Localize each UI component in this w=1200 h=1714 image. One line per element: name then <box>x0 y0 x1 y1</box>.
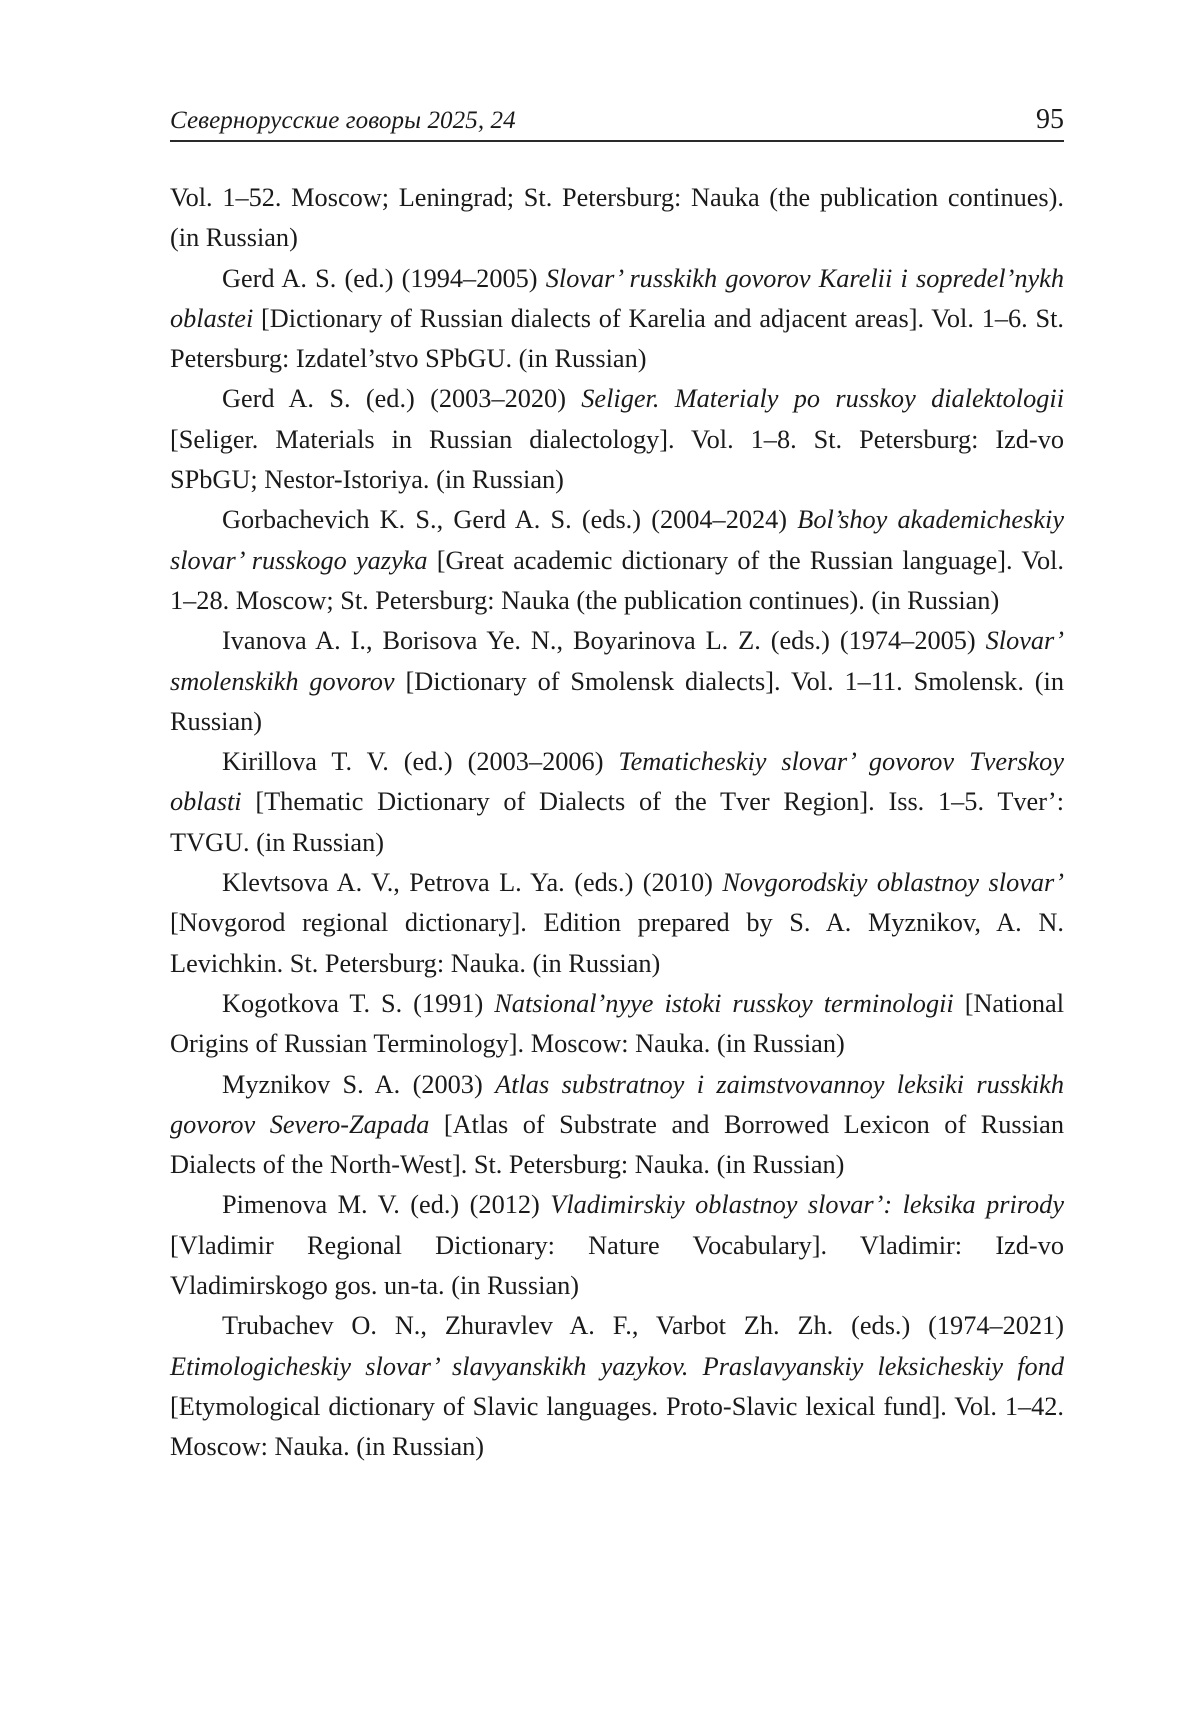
running-head <box>170 104 1064 142</box>
reference-title: Etimologicheskiy slovar’ slavyanskikh yazykov. Praslavyanskiy leksicheskiy fond <box>170 1351 1064 1381</box>
reference-item <box>170 863 1064 984</box>
reference-details: [National Origins of Russian Terminology]. Moscow: Nauka. (in Russian) <box>170 988 1064 1059</box>
reference-authors: Klevtsova A. V., Petrova L. Ya. (eds.) (2010) <box>222 868 723 898</box>
reference-title: Seliger. Materialy po russkoy dialektologii <box>581 384 1064 414</box>
reference-details: [Atlas of Substrate and Borrowed Lexicon of Russian Dialects of the North-West]. St. Petersburg: Nauka. (in Russian) <box>170 1109 1064 1180</box>
reference-item <box>170 1306 1064 1467</box>
reference-item <box>170 500 1064 621</box>
reference-title: Natsional’nyye istoki russkoy terminologii <box>494 988 954 1018</box>
reference-authors: Pimenova M. V. (ed.) (2012) <box>222 1190 551 1220</box>
reference-details: [Dictionary of Russian dialects of Karelia and adjacent areas]. Vol. 1–6. St. Petersburg: Izdatel’stvo SPbGU. (in Russian) <box>170 303 1064 374</box>
reference-details: [Thematic Dictionary of Dialects of the Tver Region]. Iss. 1–5. Tver’: TVGU. (in Russian) <box>170 787 1064 857</box>
reference-title: Vladimirskiy oblastnoy slovar’: leksika prirody <box>550 1190 1064 1220</box>
reference-details: [Vladimir Regional Dictionary: Nature Vocabulary]. Vladimir: Izd-vo Vladimirskogo gos. un-ta. (in Russian) <box>170 1230 1064 1301</box>
reference-text: Vol. 1–52. Moscow; Leningrad; St. Petersburg: Nauka (the publication continues). (in Russian) <box>170 183 1064 253</box>
reference-authors: Ivanova A. I., Borisova Ye. N., Boyarinova L. Z. (eds.) (1974–2005) <box>222 626 986 656</box>
reference-details: [Etymological dictionary of Slavic languages. Proto-Slavic lexical fund]. Vol. 1–42. Moscow: Nauka. (in Russian) <box>170 1391 1064 1462</box>
page-number: 95 <box>1036 104 1064 135</box>
reference-authors: Trubachev O. N., Zhuravlev A. F., Varbot Zh. Zh. (eds.) (1974–2021) <box>222 1311 1064 1341</box>
reference-authors: Gorbachevich K. S., Gerd A. S. (eds.) (2004–2024) <box>222 505 798 535</box>
reference-title: Bol’shoy akademicheskiy slovar’ russkogo yazyka <box>170 505 1064 575</box>
reference-title: Atlas substratnoy i zaimstvovannoy leksiki russkikh govorov Severo-Zapada <box>170 1069 1064 1139</box>
reference-title: Tematicheskiy slovar’ govorov Tverskoy oblasti <box>170 747 1064 817</box>
reference-authors: Gerd A. S. (ed.) (1994–2005) <box>222 263 546 293</box>
reference-item <box>170 1065 1064 1186</box>
reference-details: [Dictionary of Smolensk dialects]. Vol. 1–11. Smolensk. (in Russian) <box>170 666 1064 736</box>
reference-authors: Kirillova T. V. (ed.) (2003–2006) <box>222 747 619 777</box>
reference-authors: Gerd A. S. (ed.) (2003–2020) <box>222 384 582 414</box>
reference-title: Slovar’ smolenskikh govorov <box>170 626 1064 696</box>
reference-item <box>170 178 1064 259</box>
reference-authors: Kogotkova T. S. (1991) <box>222 988 495 1018</box>
reference-item <box>170 379 1064 500</box>
reference-list <box>170 178 1064 1468</box>
journal-title: Севернорусские говоры 2025, 24 <box>170 107 516 134</box>
reference-item <box>170 1185 1064 1306</box>
reference-details: [Great academic dictionary of the Russian language]. Vol. 1–28. Moscow; St. Petersburg: Nauka (the publication continues). (in Russian) <box>170 545 1064 615</box>
reference-authors: Myznikov S. A. (2003) <box>222 1069 496 1099</box>
reference-details: [Seliger. Materials in Russian dialectology]. Vol. 1–8. St. Petersburg: Izd-vo SPbGU; Nestor-Istoriya. (in Russian) <box>170 424 1064 495</box>
reference-title: Slovar’ russkikh govorov Karelii i sopredel’nykh oblastei <box>170 263 1064 333</box>
reference-item <box>170 984 1064 1065</box>
reference-item <box>170 742 1064 863</box>
reference-item <box>170 621 1064 742</box>
reference-item <box>170 259 1064 380</box>
page <box>170 104 1064 1468</box>
reference-details: [Novgorod regional dictionary]. Edition prepared by S. A. Myznikov, A. N. Levichkin. St. Petersburg: Nauka. (in Russian) <box>170 908 1064 978</box>
reference-title: Novgorodskiy oblastnoy slovar’ <box>722 868 1065 898</box>
